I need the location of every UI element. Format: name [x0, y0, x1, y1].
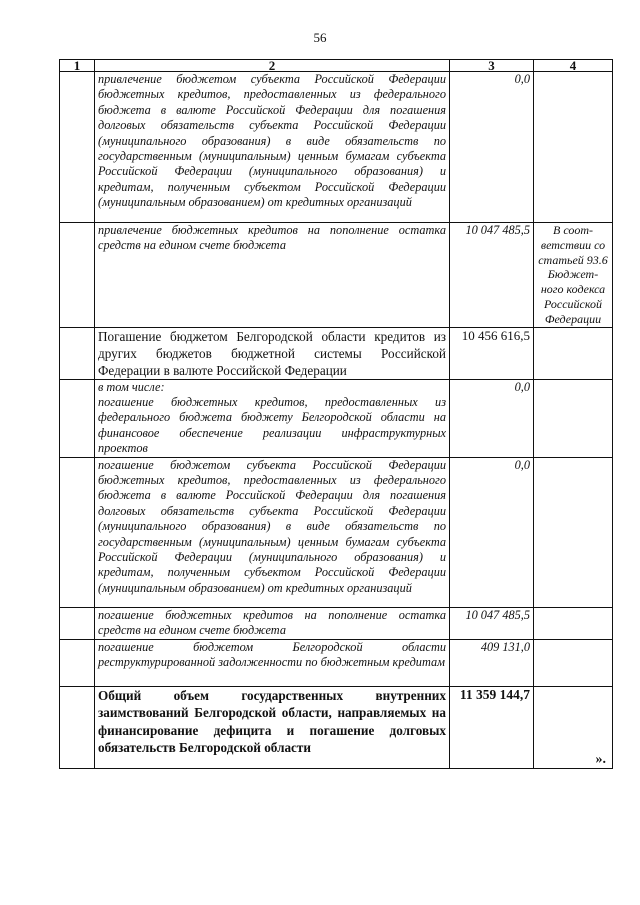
table-row	[60, 223, 613, 328]
table-row	[60, 72, 613, 223]
row-note	[534, 72, 613, 223]
table-row	[60, 379, 613, 457]
row-note	[534, 457, 613, 607]
row-value: 409 131,0	[450, 639, 534, 686]
row-note	[534, 379, 613, 457]
column-header-1: 1	[60, 60, 95, 72]
row-note	[534, 327, 613, 379]
row-description: погашение бюджетом Белгородской области реструктурированной задолженности по бюджетным кредитам	[95, 639, 450, 686]
row-description: погашение бюджетных кредитов на пополнение остатка средств на едином счете бюджета	[95, 607, 450, 639]
row-value: 0,0	[450, 72, 534, 223]
table-row	[60, 686, 613, 768]
row-note: ».	[534, 686, 613, 768]
row-description: привлечение бюджетных кредитов на пополнение остатка средств на едином счете бюджета	[95, 223, 450, 328]
row-number-cell	[60, 72, 95, 223]
row-value: 0,0	[450, 379, 534, 457]
row-value: 10 456 616,5	[450, 327, 534, 379]
row-description	[95, 379, 450, 457]
column-header-2: 2	[95, 60, 450, 72]
table-row	[60, 457, 613, 607]
row-note: В соот-ветствии со статьей 93.6 Бюджет-ного кодекса Российской Федерации	[534, 223, 613, 328]
row-value: 11 359 144,7	[450, 686, 534, 768]
row-description: Общий объем государственных внутренних заимствований Белгородской области, направляемых на финансирование дефицита и погашение долговых обязательств Белгородской области	[95, 686, 450, 768]
row-number-cell	[60, 327, 95, 379]
row-value: 10 047 485,5	[450, 223, 534, 328]
row-value: 0,0	[450, 457, 534, 607]
row-prefix: в том числе:	[98, 379, 165, 394]
row-number-cell	[60, 457, 95, 607]
table-row	[60, 607, 613, 639]
row-note	[534, 607, 613, 639]
table-row	[60, 327, 613, 379]
row-number-cell	[60, 379, 95, 457]
row-text: погашение бюджетных кредитов, предоставленных из федерального бюджета бюджету Белгородской области на финансовое обеспечение реализации инфраструктурных проектов	[98, 394, 446, 456]
column-header-3: 3	[450, 60, 534, 72]
row-number-cell	[60, 607, 95, 639]
row-description: Погашение бюджетом Белгородской области кредитов из других бюджетов бюджетной системы Российской Федерации в валюте Российской Федерации	[95, 327, 450, 379]
borrowing-table	[59, 59, 613, 769]
column-header-4: 4	[534, 60, 613, 72]
row-note	[534, 639, 613, 686]
row-number-cell	[60, 686, 95, 768]
row-description: погашение бюджетом субъекта Российской Федерации бюджетных кредитов, предоставленных из федерального бюджета в валюте Российской Федерации для погашения долговых обязательств субъекта Российской Федерации (муниципального образования) в виде обязательств по государственным (муниципальным) ценным бумагам субъекта Российской Федерации (муниципального образования) и кредитам, полученным субъектом Российской Федерации (муниципальным образованием) от кредитных организаций	[95, 457, 450, 607]
table-row	[60, 639, 613, 686]
table-header-row	[60, 60, 613, 72]
row-value: 10 047 485,5	[450, 607, 534, 639]
row-number-cell	[60, 223, 95, 328]
row-number-cell	[60, 639, 95, 686]
page-number: 56	[313, 30, 327, 45]
row-description: привлечение бюджетом субъекта Российской Федерации бюджетных кредитов, предоставленных из федерального бюджета в валюте Российской Федерации для погашения долговых обязательств субъекта Российской Федерации (муниципального образования) в виде обязательств по государственным (муниципальным) ценным бумагам субъекта Российской Федерации (муниципального образования) и кредитам, полученным субъектом Российской Федерации (муниципальным образованием) от кредитных организаций	[95, 72, 450, 223]
